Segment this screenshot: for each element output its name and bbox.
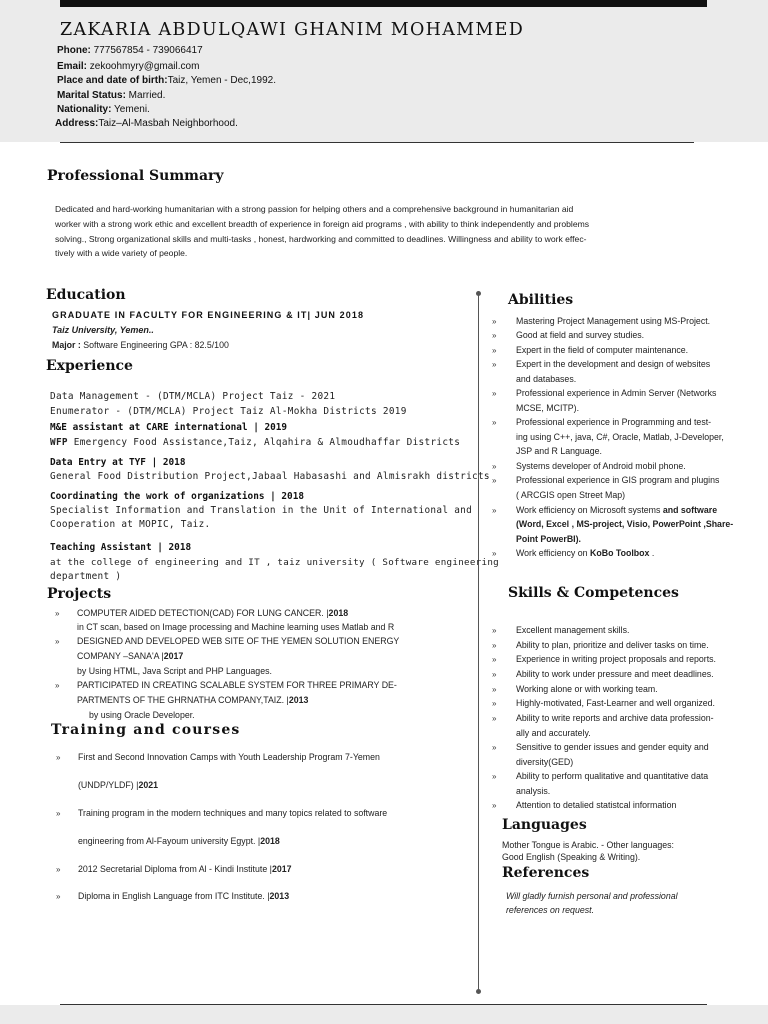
bullet-icon: » — [56, 809, 61, 818]
training-item — [78, 836, 280, 846]
experience-line: Cooperation at MOPIC, Taiz. — [50, 519, 211, 530]
skill-item: Ability to perform qualitative and quantitative data — [516, 771, 709, 781]
experience-line: Enumerator - (DTM/MCLA) Project Taiz Al-Mokha Districts 2019 — [50, 406, 407, 417]
experience-heading: Teaching Assistant | 2018 — [50, 542, 192, 553]
bullet-icon: » — [56, 892, 61, 901]
email-label: Email: — [57, 61, 88, 72]
ability-item — [516, 505, 717, 515]
project-title: PARTICIPATED IN CREATING SCALABLE SYSTEM FOR THREE PRIMARY DE- — [77, 680, 397, 690]
bullet-icon: » — [492, 772, 497, 781]
footer-background — [0, 1005, 768, 1024]
phone-label: Phone: — [57, 45, 91, 56]
bullet-icon: » — [55, 681, 60, 690]
skill-item: Ability to write reports and archive data profession- — [516, 713, 714, 723]
languages-line: Mother Tongue is Arabic. - Other languages: — [502, 840, 674, 850]
bullet-icon: » — [492, 549, 497, 558]
bullet-icon: » — [492, 655, 497, 664]
bullet-icon: » — [492, 626, 497, 635]
project-year: 2017 — [163, 651, 184, 661]
birth-line — [57, 75, 276, 86]
ability-item: Professional experience in GIS program and plugins — [516, 475, 720, 485]
ability-item: (Word, Excel , MS-project, Visio, PowerPoint ,Share- — [516, 519, 734, 529]
ability-text: Work efficiency on Microsoft systems — [516, 505, 663, 515]
ability-item — [516, 548, 654, 558]
ability-item: Professional experience in Programming and test- — [516, 417, 712, 427]
experience-heading: Coordinating the work of organizations | 2018 — [50, 491, 304, 502]
nationality-line — [57, 104, 150, 115]
experience-heading: M&E assistant at CARE international | 2019 — [50, 422, 288, 433]
training-year: 2021 — [138, 780, 159, 790]
experience-line: Data Management - (DTM/MCLA) Project Taiz - 2021 — [50, 391, 336, 402]
summary-line: tively with a wide variety of people. — [55, 248, 188, 258]
bullet-icon: » — [492, 801, 497, 810]
ability-item: ( ARCGIS open Street Map) — [516, 490, 626, 500]
summary-line: Dedicated and hard-working humanitarian with a strong passion for helping others and a comprehensive background in humanitarian aid — [55, 204, 574, 214]
ability-item: Professional experience in Admin Server (Networks — [516, 388, 717, 398]
project-title: PARTMENTS OF THE GHRNATHA COMPANY,TAIZ. | — [77, 695, 289, 705]
ability-text-bold: and software — [662, 505, 718, 515]
abilities-title: Abilities — [508, 292, 574, 308]
project-description: in CT scan, based on Image processing and Machine learning uses Matlab and R — [77, 622, 395, 632]
skill-item: Sensitive to gender issues and gender equity and — [516, 742, 709, 752]
bullet-icon: » — [492, 389, 497, 398]
bullet-icon: » — [492, 699, 497, 708]
summary-line: worker with a strong work ethic and excellent breadth of experience in foreign aid programs , with ability to think independently and problems — [55, 219, 590, 229]
address-line — [55, 118, 238, 129]
experience-line: Specialist Information and Translation in the Unit of International and — [50, 505, 473, 516]
project-item — [77, 695, 308, 705]
references-line: Will gladly furnish personal and professional — [506, 891, 678, 901]
address-value: Taiz–Al-Masbah Neighborhood. — [98, 118, 238, 129]
project-item — [77, 651, 183, 661]
phone-value: 777567854 - 739066417 — [90, 45, 203, 56]
ability-item: and databases. — [516, 374, 577, 384]
skill-item: analysis. — [516, 786, 551, 796]
nationality-label: Nationality: — [57, 104, 112, 115]
bullet-icon: » — [492, 331, 497, 340]
ability-item: Good at field and survey studies. — [516, 330, 645, 340]
ability-item: Systems developer of Android mobil phone. — [516, 461, 686, 471]
experience-line: at the college of engineering and IT , taiz university ( Software engineering — [50, 557, 500, 568]
experience-heading: Data Entry at TYF | 2018 — [50, 457, 186, 468]
bullet-icon: » — [492, 476, 497, 485]
experience-line: department ) — [50, 571, 122, 582]
skill-item: Highly-motivated, Fast-Learner and well organized. — [516, 698, 716, 708]
training-item — [78, 780, 158, 790]
marital-line — [57, 90, 165, 101]
ability-item: ing using C++, java, C#, Oracle, Matlab, J-Developer, — [516, 432, 724, 442]
training-text: engineering from Al-Fayoum university Egypt. | — [78, 836, 261, 846]
training-title: Training and courses — [51, 722, 241, 738]
education-major — [52, 340, 229, 350]
ability-text: Work efficiency on — [516, 548, 590, 558]
header-top-bar — [60, 0, 707, 7]
bullet-icon: » — [492, 506, 497, 515]
ability-item: Expert in the field of computer maintenance. — [516, 345, 689, 355]
languages-line: Good English (Speaking & Writing). — [502, 852, 641, 862]
birth-label: Place and date of birth: — [57, 75, 168, 86]
skills-title: Skills & Competences — [508, 585, 679, 601]
major-value: Software Engineering GPA : 82.5/100 — [80, 340, 229, 350]
major-label: Major : — [52, 340, 81, 350]
project-description: by Using HTML, Java Script and PHP Languages. — [77, 666, 272, 676]
training-year: 2013 — [269, 891, 290, 901]
bullet-icon: » — [492, 670, 497, 679]
ability-item: MCSE, MCITP). — [516, 403, 580, 413]
project-description: by using Oracle Developer. — [89, 710, 195, 720]
header-divider — [60, 142, 694, 143]
marital-value: Married. — [125, 90, 166, 101]
phone-line — [57, 45, 203, 56]
bullet-icon: » — [492, 360, 497, 369]
training-text: 2012 Secretarial Diploma from Al - Kindi Institute | — [78, 864, 272, 874]
skill-item: Ability to work under pressure and meet deadlines. — [516, 669, 714, 679]
education-university: Taiz University, Yemen.. — [52, 325, 154, 335]
address-label: Address: — [55, 118, 99, 129]
training-item: First and Second Innovation Camps with Youth Leadership Program 7-Yemen — [78, 752, 380, 762]
references-line: references on request. — [506, 905, 595, 915]
project-year: 2018 — [328, 608, 349, 618]
ability-text: . — [649, 548, 655, 558]
summary-line: solving., Strong organizational skills and multi-tasks , honest, hardworking and committed to deadlines. Willingness and ability to work effec- — [55, 234, 587, 244]
project-year: 2013 — [288, 695, 309, 705]
ability-item: Point PowerBI). — [516, 534, 582, 544]
bullet-icon: » — [492, 641, 497, 650]
bullet-icon: » — [492, 685, 497, 694]
ability-text-bold: KoBo Toolbox — [590, 548, 650, 558]
skill-item: Attention to detalied statistcal information — [516, 800, 677, 810]
bullet-icon: » — [55, 637, 60, 646]
summary-title: Professional Summary — [47, 168, 224, 184]
bullet-icon: » — [492, 317, 497, 326]
divider-dot-top — [476, 291, 481, 296]
training-item — [78, 864, 292, 874]
email-value: zekoohmyry@gmail.com — [87, 61, 200, 72]
skill-item: Ability to plan, prioritize and deliver tasks on time. — [516, 640, 709, 650]
ability-item: JSP and R Language. — [516, 446, 602, 456]
bullet-icon: » — [56, 753, 61, 762]
wfp-label: WFP — [50, 437, 68, 448]
marital-label: Marital Status: — [57, 90, 126, 101]
column-divider — [478, 294, 479, 992]
bullet-icon: » — [492, 418, 497, 427]
skill-item: Experience in writing project proposals and reports. — [516, 654, 716, 664]
training-year: 2018 — [260, 836, 280, 846]
bullet-icon: » — [55, 609, 60, 618]
education-degree: GRADUATE IN FACULTY FOR ENGINEERING & IT| JUN 2018 — [52, 310, 365, 320]
email-line — [57, 61, 199, 72]
wfp-text: Emergency Food Assistance,Taiz, Alqahira & Almoudhaffar Districts — [67, 437, 461, 448]
project-title: DESIGNED AND DEVELOPED WEB SITE OF THE YEMEN SOLUTION ENERGY — [77, 636, 400, 646]
bullet-icon: » — [492, 462, 497, 471]
nationality-value: Yemeni. — [111, 104, 150, 115]
skill-item: Working alone or with working team. — [516, 684, 658, 694]
experience-title: Experience — [46, 358, 133, 374]
training-item: Training program in the modern techniques and many topics related to software — [78, 808, 388, 818]
ability-item: Expert in the development and design of websites — [516, 359, 711, 369]
skill-item: diversity(GED) — [516, 757, 574, 767]
languages-title: Languages — [502, 817, 587, 833]
divider-dot-bottom — [476, 989, 481, 994]
training-year: 2017 — [271, 864, 292, 874]
training-item — [78, 891, 289, 901]
skill-item: ally and accurately. — [516, 728, 591, 738]
references-title: References — [502, 865, 590, 881]
bullet-icon: » — [492, 743, 497, 752]
experience-line — [50, 437, 460, 448]
experience-line: General Food Distribution Project,Jabaal Habasashi and Almisrakh districts — [50, 471, 490, 482]
education-title: Education — [46, 287, 126, 303]
skill-item: Excellent management skills. — [516, 625, 630, 635]
bullet-icon: » — [492, 346, 497, 355]
bullet-icon: » — [56, 865, 61, 874]
project-title: COMPANY –SANA'A | — [77, 651, 164, 661]
projects-title: Projects — [47, 586, 112, 602]
applicant-name: ZAKARIA ABDULQAWI GHANIM MOHAMMED — [60, 20, 525, 40]
ability-item: Mastering Project Management using MS-Project. — [516, 316, 711, 326]
training-text: Diploma in English Language from ITC Institute. | — [78, 891, 270, 901]
project-title: COMPUTER AIDED DETECTION(CAD) FOR LUNG CANCER. | — [77, 608, 329, 618]
birth-value: Taiz, Yemen - Dec,1992. — [167, 75, 276, 86]
project-item — [77, 608, 348, 618]
bullet-icon: » — [492, 714, 497, 723]
training-text: (UNDP/YLDF) | — [78, 780, 139, 790]
